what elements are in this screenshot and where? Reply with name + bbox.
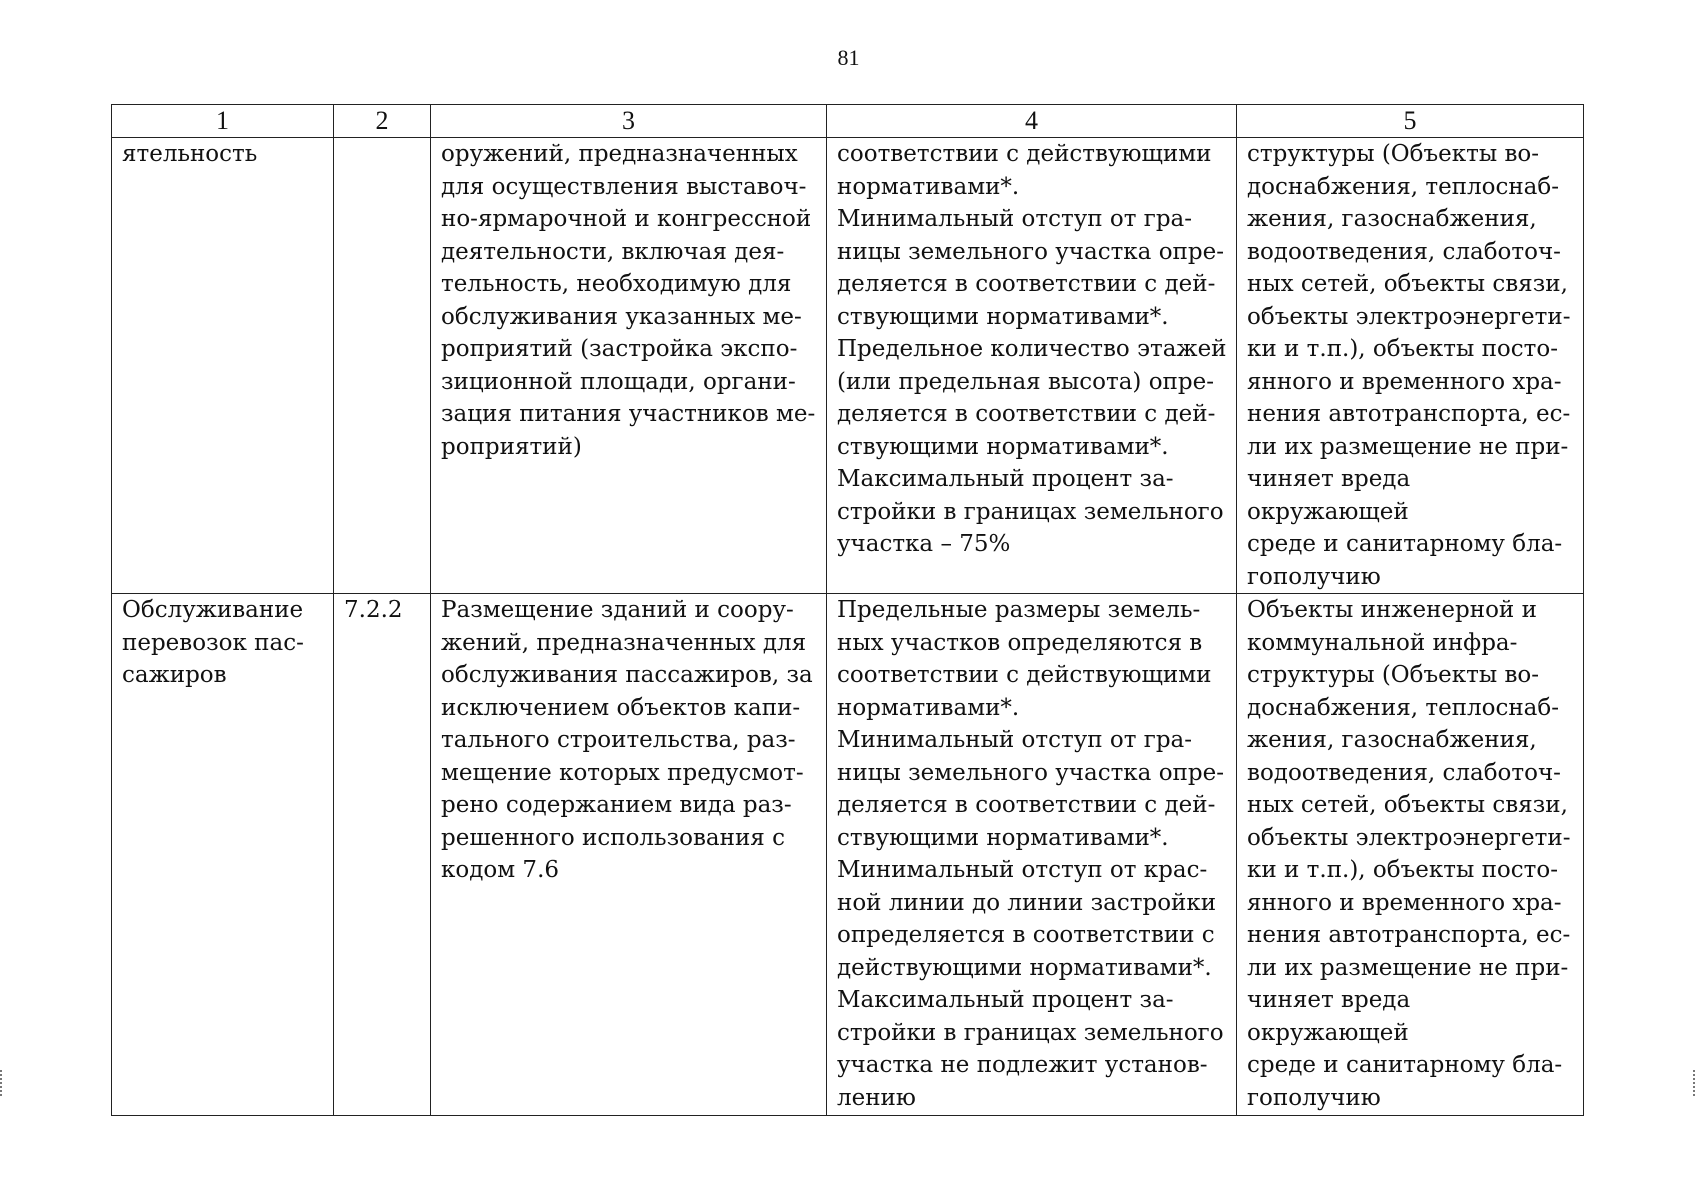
cell-parameters xyxy=(827,138,1237,594)
cell-text: Объекты инженерной и коммунальной инфра- структуры (Объекты во- доснабжения, теплоснаб- жения, газоснабжения, водоотведения, слаботоч- ных сетей, объекты связи, объекты электроэнергети- ки и т.п.), объекты посто- янного и временного хра- нения автотранспорта, ес- ли их размещение не при- чиняет вреда окружающей среде и санитарному бла- гополучию xyxy=(1247,597,1571,1111)
cell-code xyxy=(334,594,431,1116)
page-number: 81 xyxy=(837,45,860,70)
cell-text: 7.2.2 xyxy=(344,597,403,623)
cell-text: ятельность xyxy=(122,141,258,167)
cell-use-type xyxy=(112,594,334,1116)
cell-auxiliary-objects xyxy=(1237,138,1584,594)
cell-text: Размещение зданий и соору- жений, предназначенных для обслуживания пассажиров, за исключением объектов капи- тального строительства, раз- мещение которых предусмот- рено содержанием вида раз- решенного использования с кодом 7.6 xyxy=(441,597,813,883)
cell-text: структуры (Объекты во- доснабжения, теплоснаб- жения, газоснабжения, водоотведения, слаботоч- ных сетей, объекты связи, объекты электроэнергети- ки и т.п.), объекты посто- янного и временного хра- нения автотранспорта, ес- ли их размещение не при- чиняет вреда окружающей среде и санитарному бла- гополучию xyxy=(1247,141,1571,590)
cell-text: оружений, предназначенных для осуществления выставоч- но-ярмарочной и конгрессной деятельности, включая дея- тельность, необходимую для обслуживания указанных ме- роприятий (застройка экспо- зиционной площади, органи- зация питания участников ме- роприятий) xyxy=(441,141,816,460)
cell-text: соответствии с действующими нормативами*. Минимальный отступ от гра- ницы земельного участка опре- деляется в соответствии с дей- ствующими нормативами*. Предельное количество этажей (или предельная высота) опре- деляется в соответствии с дей- ствующими нормативами*. Максимальный процент за- стройки в границах земельного участка – 75% xyxy=(837,141,1227,557)
scan-edge-mark xyxy=(1693,1070,1697,1096)
cell-text: Предельные размеры земель- ных участков определяются в соответствии с действующими нормативами*. Минимальный отступ от гра- ницы земельного участка опре- деляется в соответствии с дей- ствующими нормативами*. Минимальный отступ от крас- ной линии до линии застройки определяется в соответствии с действующими нормативами*. Максимальный процент за- стройки в границах земельного участка не подлежит установ- лению xyxy=(837,597,1224,1111)
table-row xyxy=(112,138,1584,594)
cell-use-type xyxy=(112,138,334,594)
cell-description xyxy=(431,594,827,1116)
table-row xyxy=(112,594,1584,1116)
column-header-1: 1 xyxy=(112,105,334,138)
header-row xyxy=(112,105,1584,138)
column-header-3: 3 xyxy=(431,105,827,138)
table-body xyxy=(112,138,1584,1116)
land-use-table xyxy=(111,104,1584,1116)
cell-text: Обслуживание перевозок пас- сажиров xyxy=(122,597,304,688)
cell-code xyxy=(334,138,431,594)
table-header xyxy=(112,105,1584,138)
cell-parameters xyxy=(827,594,1237,1116)
scan-edge-mark xyxy=(0,1070,4,1096)
cell-auxiliary-objects xyxy=(1237,594,1584,1116)
column-header-5: 5 xyxy=(1237,105,1584,138)
column-header-4: 4 xyxy=(827,105,1237,138)
cell-description xyxy=(431,138,827,594)
column-header-2: 2 xyxy=(334,105,431,138)
